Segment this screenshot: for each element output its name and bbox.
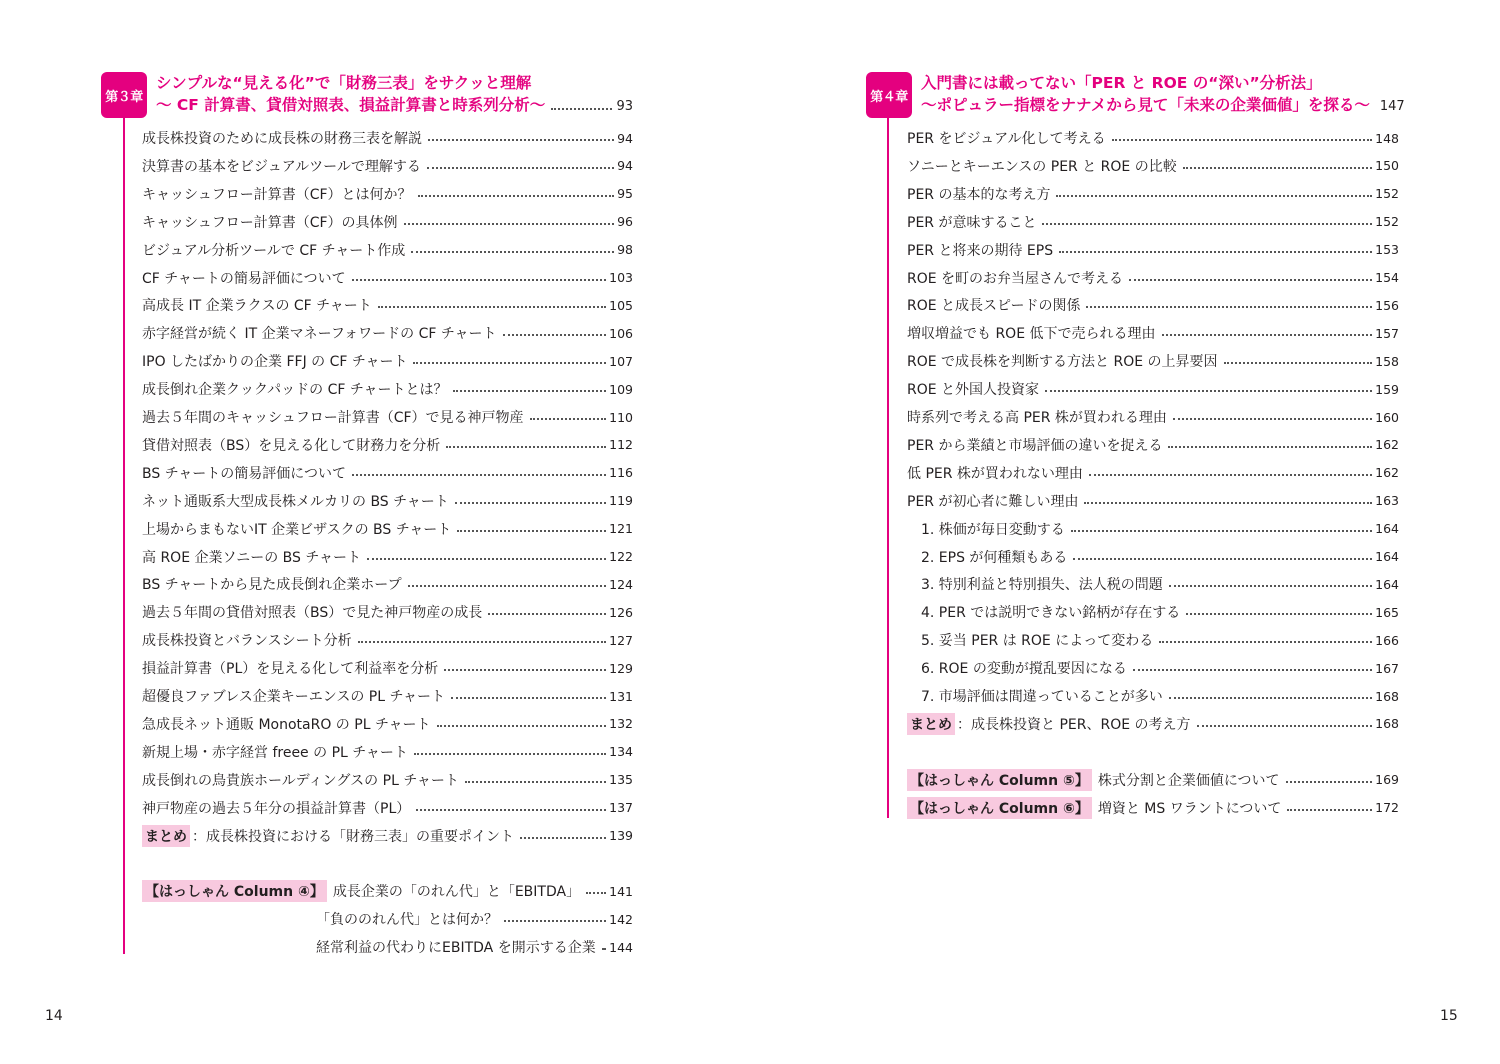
toc-entry — [142, 182, 633, 206]
page-ref: 116 — [609, 465, 633, 481]
toc-entry — [142, 210, 633, 234]
dot-leader — [1169, 585, 1372, 587]
page-ref: 169 — [1375, 772, 1399, 788]
page-ref: 119 — [609, 493, 633, 509]
page-ref: 107 — [609, 353, 633, 369]
page-ref: 141 — [609, 883, 633, 899]
dot-leader — [1197, 725, 1373, 727]
dot-leader — [418, 195, 615, 197]
dot-leader — [1089, 474, 1372, 476]
toc-entry — [142, 740, 633, 764]
dot-leader — [1186, 613, 1372, 615]
toc-entry — [907, 489, 1399, 513]
chapter-title: シンプルな“見える化”で「財務三表」をサクッと理解 — [156, 74, 532, 92]
page-ref: 126 — [609, 604, 633, 620]
dot-leader — [1059, 251, 1372, 253]
column-tag: 【はっしゃん Column ⑥】 — [907, 797, 1092, 819]
entry-title: 新規上場・赤字経営 freee の PL チャート — [142, 744, 408, 761]
dot-leader — [465, 781, 606, 783]
page-ref: 162 — [1375, 437, 1399, 453]
entry-title: PER から業績と市場評価の違いを捉える — [907, 437, 1163, 454]
dot-leader — [1086, 306, 1372, 308]
dot-leader — [1159, 641, 1372, 643]
summary-tag: まとめ — [142, 825, 190, 847]
entry-title: キャッシュフロー計算書（CF）の具体例 — [142, 214, 398, 231]
toc-entry — [142, 656, 633, 680]
toc-entry — [142, 126, 633, 150]
toc-entry — [907, 461, 1399, 485]
entry-title: 2. EPS が何種類もある — [921, 549, 1068, 566]
dot-leader — [378, 306, 606, 308]
dot-leader — [1129, 279, 1372, 281]
entry-title: キャッシュフロー計算書（CF）とは何か？ — [142, 186, 412, 203]
toc-entry — [907, 266, 1399, 290]
toc-entry — [142, 321, 633, 345]
toc-entry — [142, 377, 633, 401]
entry-title: PER の基本的な考え方 — [907, 186, 1051, 203]
page-ref: 96 — [617, 214, 633, 230]
entry-title: 「負ののれん代」とは何か？ — [316, 912, 498, 929]
page-ref: 164 — [1375, 549, 1399, 564]
page-ref: 139 — [609, 828, 633, 843]
column-entry — [316, 907, 633, 931]
numbered-entry — [907, 684, 1399, 708]
page-ref: 153 — [1375, 242, 1399, 258]
chapter-badge: 第４章 — [866, 72, 912, 118]
entry-title: 成長企業の「のれん代」と「EBITDA」 — [332, 884, 581, 901]
dot-leader — [428, 139, 614, 141]
entry-title: 4. PER では説明できない銘柄が存在する — [921, 605, 1181, 622]
toc-entry — [907, 210, 1399, 234]
chapter-rule — [123, 118, 125, 954]
chapter-page: 93 — [616, 99, 633, 114]
page-number: 15 — [1440, 1008, 1458, 1024]
dot-leader — [414, 753, 606, 755]
dot-leader — [352, 474, 606, 476]
dot-leader — [1286, 781, 1373, 783]
toc-entry — [907, 405, 1399, 429]
dot-leader — [1056, 195, 1372, 197]
dot-leader — [1183, 167, 1372, 169]
dot-leader — [1133, 669, 1372, 671]
toc-entry — [907, 377, 1399, 401]
dot-leader — [1073, 558, 1372, 560]
numbered-entry — [907, 600, 1399, 624]
entry-title: 株式分割と企業価値について — [1097, 772, 1280, 789]
page-ref: 95 — [617, 186, 633, 202]
entry-title: 7. 市場評価は間違っていることが多い — [921, 689, 1163, 705]
entry-title: ROE と外国人投資家 — [907, 382, 1040, 399]
page-ref: 110 — [609, 409, 633, 425]
chapter-subtitle-row — [921, 94, 1405, 118]
chapter-page: 147 — [1379, 99, 1405, 114]
page-ref: 162 — [1375, 465, 1399, 481]
toc-entry — [907, 349, 1399, 373]
toc-list — [907, 126, 1399, 826]
dot-leader — [504, 920, 606, 922]
entry-title: 急成長ネット通販 MonotaRO の PL チャート — [142, 716, 431, 733]
dot-leader — [1084, 502, 1372, 504]
page-ref: 164 — [1375, 576, 1399, 592]
dot-leader — [437, 725, 607, 727]
dot-leader — [413, 362, 606, 364]
toc-entry — [907, 321, 1399, 345]
entry-title: 成長株投資とバランスシート分析 — [142, 633, 352, 650]
toc-entry — [907, 126, 1399, 150]
right-page — [750, 0, 1500, 1064]
toc-entry — [142, 796, 633, 820]
entry-title: ソニーとキーエンスの PER と ROE の比較 — [907, 158, 1177, 175]
numbered-entry — [907, 545, 1399, 569]
dot-leader — [446, 446, 606, 448]
page-ref: 154 — [1375, 270, 1399, 285]
column-entry — [907, 768, 1399, 792]
entry-title: 神戸物産の過去５年分の損益計算書（PL） — [142, 800, 411, 817]
summary-tag: まとめ — [907, 713, 955, 735]
toc-entry — [907, 238, 1399, 262]
entry-title: 過去５年間の貸借対照表（BS）で見た神戸物産の成長 — [142, 605, 483, 622]
entry-title: 赤字経営が続く IT 企業マネーフォワードの CF チャート — [142, 326, 497, 343]
dot-leader — [1173, 418, 1372, 420]
dot-leader — [1162, 334, 1373, 336]
toc-entry — [907, 182, 1399, 206]
entry-title: BS チャートから見た成長倒れ企業ホープ — [142, 577, 402, 594]
entry-title: ROE で成長株を判断する方法と ROE の上昇要因 — [907, 354, 1218, 371]
entry-title: ROE を町のお弁当屋さんで考える — [907, 270, 1124, 287]
page-ref: 168 — [1375, 688, 1399, 704]
toc-entry — [142, 461, 633, 485]
page-ref: 152 — [1375, 186, 1399, 202]
page-ref: 109 — [609, 381, 633, 397]
page-ref: 144 — [609, 939, 633, 955]
dot-leader — [1042, 223, 1372, 225]
page-ref: 148 — [1375, 130, 1399, 146]
entry-title: 増資と MS ワラントについて — [1097, 800, 1282, 817]
toc-entry — [142, 433, 633, 457]
entry-title: 増収増益でも ROE 低下で売られる理由 — [907, 326, 1156, 343]
entry-title: 1. 株価が毎日変動する — [921, 521, 1065, 538]
toc-entry — [142, 405, 633, 429]
page-ref: 121 — [609, 521, 633, 537]
page-ref: 165 — [1375, 604, 1399, 620]
entry-title: PER が初心者に難しい理由 — [907, 493, 1079, 510]
entry-title: 超優良ファブレス企業キーエンスの PL チャート — [142, 689, 446, 705]
page-ref: 94 — [617, 130, 633, 146]
toc-entry — [142, 517, 633, 541]
dot-leader — [520, 837, 606, 839]
toc-entry — [142, 266, 633, 290]
entry-title: 時系列で考える高 PER 株が買われる理由 — [907, 410, 1167, 426]
entry-title: 経常利益の代わりにEBITDA を開示する企業 — [316, 940, 596, 957]
entry-title: 過去５年間のキャッシュフロー計算書（CF）で見る神戸物産 — [142, 410, 524, 426]
toc-entry — [142, 349, 633, 373]
page-ref: 156 — [1375, 297, 1399, 313]
entry-title: 6. ROE の変動が撹乱要因になる — [921, 661, 1127, 678]
page-ref: 172 — [1375, 800, 1399, 816]
page-ref: 152 — [1375, 214, 1399, 230]
entry-title: BS チャートの簡易評価について — [142, 465, 346, 482]
entry-title: ：成長株投資と PER、ROE の考え方 — [957, 716, 1191, 733]
toc-entry — [142, 572, 633, 596]
entry-title: 貸借対照表（BS）を見える化して財務力を分析 — [142, 437, 441, 454]
dot-leader — [416, 809, 606, 811]
column-entry — [142, 879, 633, 903]
column-tag: 【はっしゃん Column ⑤】 — [907, 769, 1092, 791]
toc-entry — [907, 154, 1399, 178]
dot-leader — [1112, 139, 1373, 141]
page-ref: 122 — [609, 549, 633, 564]
toc-entry — [907, 433, 1399, 457]
page-ref: 98 — [617, 242, 633, 258]
page-ref: 106 — [609, 325, 633, 341]
toc-entry — [142, 238, 633, 262]
numbered-entry — [907, 656, 1399, 680]
dot-leader — [586, 892, 606, 894]
entry-title: ROE と成長スピードの関係 — [907, 298, 1081, 315]
entry-title: 高 ROE 企業ソニーの BS チャート — [142, 549, 361, 566]
entry-title: 3. 特別利益と特別損失、法人税の問題 — [921, 577, 1163, 594]
summary-entry — [142, 824, 633, 848]
entry-title: 損益計算書（PL）を見える化して利益率を分析 — [142, 661, 439, 678]
entry-title: 高成長 IT 企業ラクスの CF チャート — [142, 298, 372, 315]
toc-entry — [142, 712, 633, 736]
toc-entry — [142, 489, 633, 513]
entry-title: 成長倒れ企業クックパッドの CF チャートとは？ — [142, 382, 448, 399]
page-ref: 127 — [609, 632, 633, 648]
page-ref: 166 — [1375, 632, 1399, 648]
entry-title: PER と将来の期待 EPS — [907, 242, 1054, 259]
page-ref: 129 — [609, 660, 633, 676]
page-ref: 163 — [1375, 493, 1399, 509]
page-ref: 132 — [609, 716, 633, 732]
chapter-badge: 第３章 — [101, 72, 147, 118]
chapter-subtitle: ～ CF 計算書、貸借対照表、損益計算書と時系列分析～ — [156, 96, 546, 114]
chapter-heading — [921, 72, 1405, 118]
chapter-subtitle-row — [156, 94, 633, 118]
dot-leader — [488, 613, 606, 615]
page-ref: 137 — [609, 800, 633, 816]
entry-title: 成長株投資のために成長株の財務三表を解説 — [142, 131, 422, 147]
page-ref: 105 — [609, 297, 633, 313]
entry-title: ：成長株投資における「財務三表」の重要ポイント — [192, 828, 514, 845]
dot-leader — [457, 530, 606, 532]
entry-title: 決算書の基本をビジュアルツールで理解する — [142, 158, 421, 175]
entry-title: ビジュアル分析ツールで CF チャート作成 — [142, 242, 406, 259]
chapter-subtitle: ～ポピュラー指標をナナメから見て「未来の企業価値」を探る～ — [921, 96, 1370, 114]
column-entry — [316, 935, 633, 959]
chapter-title: 入門書には載ってない「PER と ROE の“深い”分析法」 — [921, 74, 1322, 92]
entry-title: ネット通販系大型成長株メルカリの BS チャート — [142, 493, 449, 510]
numbered-entry — [907, 628, 1399, 652]
dot-leader — [1287, 809, 1372, 811]
dot-leader — [404, 223, 615, 225]
page-ref: 112 — [609, 437, 633, 453]
dot-leader — [444, 669, 606, 671]
dot-leader — [453, 390, 606, 392]
page-ref: 158 — [1375, 353, 1399, 369]
toc-list — [142, 126, 633, 966]
toc-entry — [142, 684, 633, 708]
toc-entry — [907, 293, 1399, 317]
entry-title: PER をビジュアル化して考える — [907, 131, 1106, 147]
column-entry — [907, 796, 1399, 820]
toc-entry — [142, 154, 633, 178]
page-ref: 150 — [1375, 158, 1399, 174]
chapter-rule — [887, 118, 889, 818]
numbered-entry — [907, 517, 1399, 541]
dot-leader — [1045, 390, 1372, 392]
entry-title: IPO したばかりの企業 FFJ の CF チャート — [142, 354, 408, 371]
page-ref: 135 — [609, 772, 633, 788]
page-ref: 134 — [609, 744, 633, 760]
dot-leader — [455, 502, 606, 504]
page-ref: 124 — [609, 576, 633, 592]
entry-title: 成長倒れの鳥貴族ホールディングスの PL チャート — [142, 772, 459, 789]
dot-leader — [367, 558, 606, 560]
page-ref: 160 — [1375, 409, 1399, 425]
entry-title: PER が意味すること — [907, 214, 1037, 231]
toc-entry — [142, 600, 633, 624]
dot-leader — [1169, 697, 1372, 699]
summary-entry — [907, 712, 1399, 736]
dot-leader — [427, 167, 614, 169]
dot-leader — [1071, 530, 1372, 532]
dot-leader — [451, 697, 606, 699]
dot-leader — [358, 641, 607, 643]
column-tag: 【はっしゃん Column ④】 — [142, 880, 327, 902]
toc-entry — [142, 628, 633, 652]
page-ref: 142 — [609, 911, 633, 927]
page-ref: 168 — [1375, 716, 1399, 732]
page-ref: 167 — [1375, 660, 1399, 676]
dot-leader — [352, 279, 607, 281]
dot-leader — [1168, 446, 1372, 448]
dot-leader — [551, 108, 612, 110]
page-ref: 94 — [617, 158, 633, 174]
page-number: 14 — [45, 1008, 63, 1024]
dot-leader — [408, 585, 607, 587]
entry-title: 上場からまもないIT 企業ビザスクの BS チャート — [142, 521, 452, 538]
toc-entry — [142, 293, 633, 317]
entry-title: CF チャートの簡易評価について — [142, 270, 346, 287]
page-ref: 131 — [609, 688, 633, 704]
dot-leader — [1224, 362, 1373, 364]
page-ref: 164 — [1375, 521, 1399, 537]
dot-leader — [503, 334, 607, 336]
entry-title: 低 PER 株が買われない理由 — [907, 465, 1083, 482]
toc-entry — [142, 768, 633, 792]
page-ref: 103 — [609, 270, 633, 285]
dot-leader — [602, 948, 606, 950]
entry-title: 5. 妥当 PER は ROE によって変わる — [921, 633, 1154, 650]
dot-leader — [530, 418, 607, 420]
dot-leader — [411, 251, 614, 253]
chapter-heading — [156, 72, 633, 118]
toc-entry — [142, 545, 633, 569]
page-ref: 157 — [1375, 325, 1399, 341]
numbered-entry — [907, 572, 1399, 596]
page-ref: 159 — [1375, 381, 1399, 397]
